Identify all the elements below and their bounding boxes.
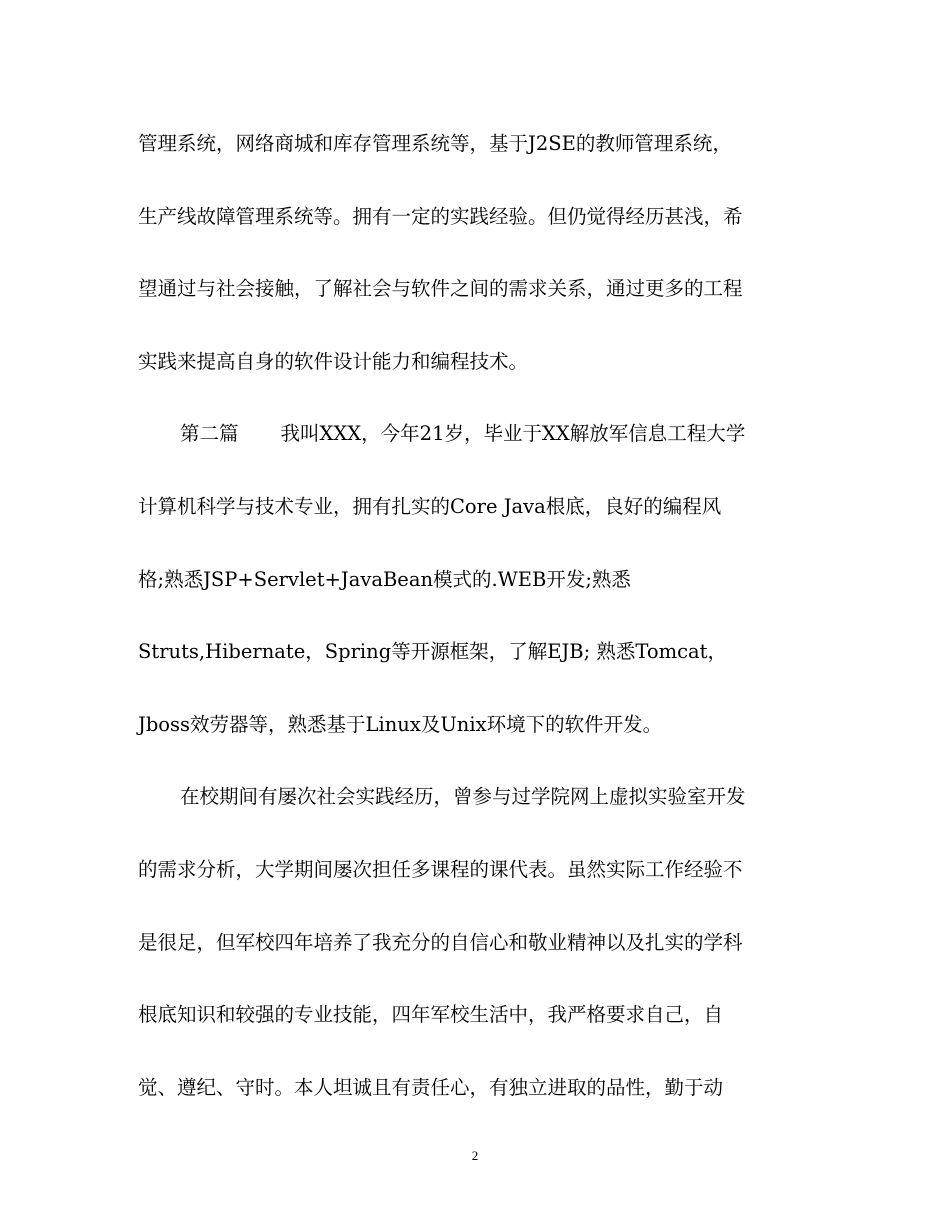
text-line: 计算机科学与技术专业，拥有扎实的Core Java根底，良好的编程风	[138, 494, 722, 518]
text-line: 觉、遵纪、守时。本人坦诚且有责任心，有独立进取的品性，勤于动	[138, 1075, 724, 1099]
text-line: 格;熟悉JSP+Servlet+JavaBean模式的.WEB开发;熟悉	[138, 567, 631, 591]
section-heading: 第二篇	[180, 422, 239, 446]
text-line: 实践来提高自身的软件设计能力和编程技术。	[138, 349, 529, 373]
text-line: 根底知识和较强的专业技能，四年军校生活中，我严格要求自己，自	[138, 1003, 724, 1027]
section-opening-text: 我叫XXX，今年21岁，毕业于XX解放军信息工程大学	[280, 422, 746, 446]
section-heading-line	[138, 414, 818, 487]
text-line: 的需求分析，大学期间屡次担任多课程的课代表。虽然实际工作经验不	[138, 857, 743, 881]
page-number: 2	[471, 1148, 479, 1163]
text-line: Struts,Hibernate，Spring等开源框架，了解EJB; 熟悉Tomcat，	[138, 640, 727, 664]
text-line: Jboss效劳器等，熟悉基于Linux及Unix环境下的软件开发。	[138, 712, 663, 736]
text-line: 望通过与社会接触，了解社会与软件之间的需求关系，通过更多的工程	[138, 277, 743, 301]
text-line: 是很足，但军校四年培养了我充分的自信心和敬业精神以及扎实的学科	[138, 930, 743, 954]
text-line: 管理系统，网络商城和库存管理系统等，基于J2SE的教师管理系统，	[138, 132, 732, 155]
body-text	[138, 124, 818, 1140]
paragraph-start-line: 在校期间有屡次社会实践经历，曾参与过学院网上虚拟实验室开发	[180, 785, 746, 809]
text-line: 生产线故障管理系统等。拥有一定的实践经验。但仍觉得经历甚浅，希	[138, 204, 743, 228]
